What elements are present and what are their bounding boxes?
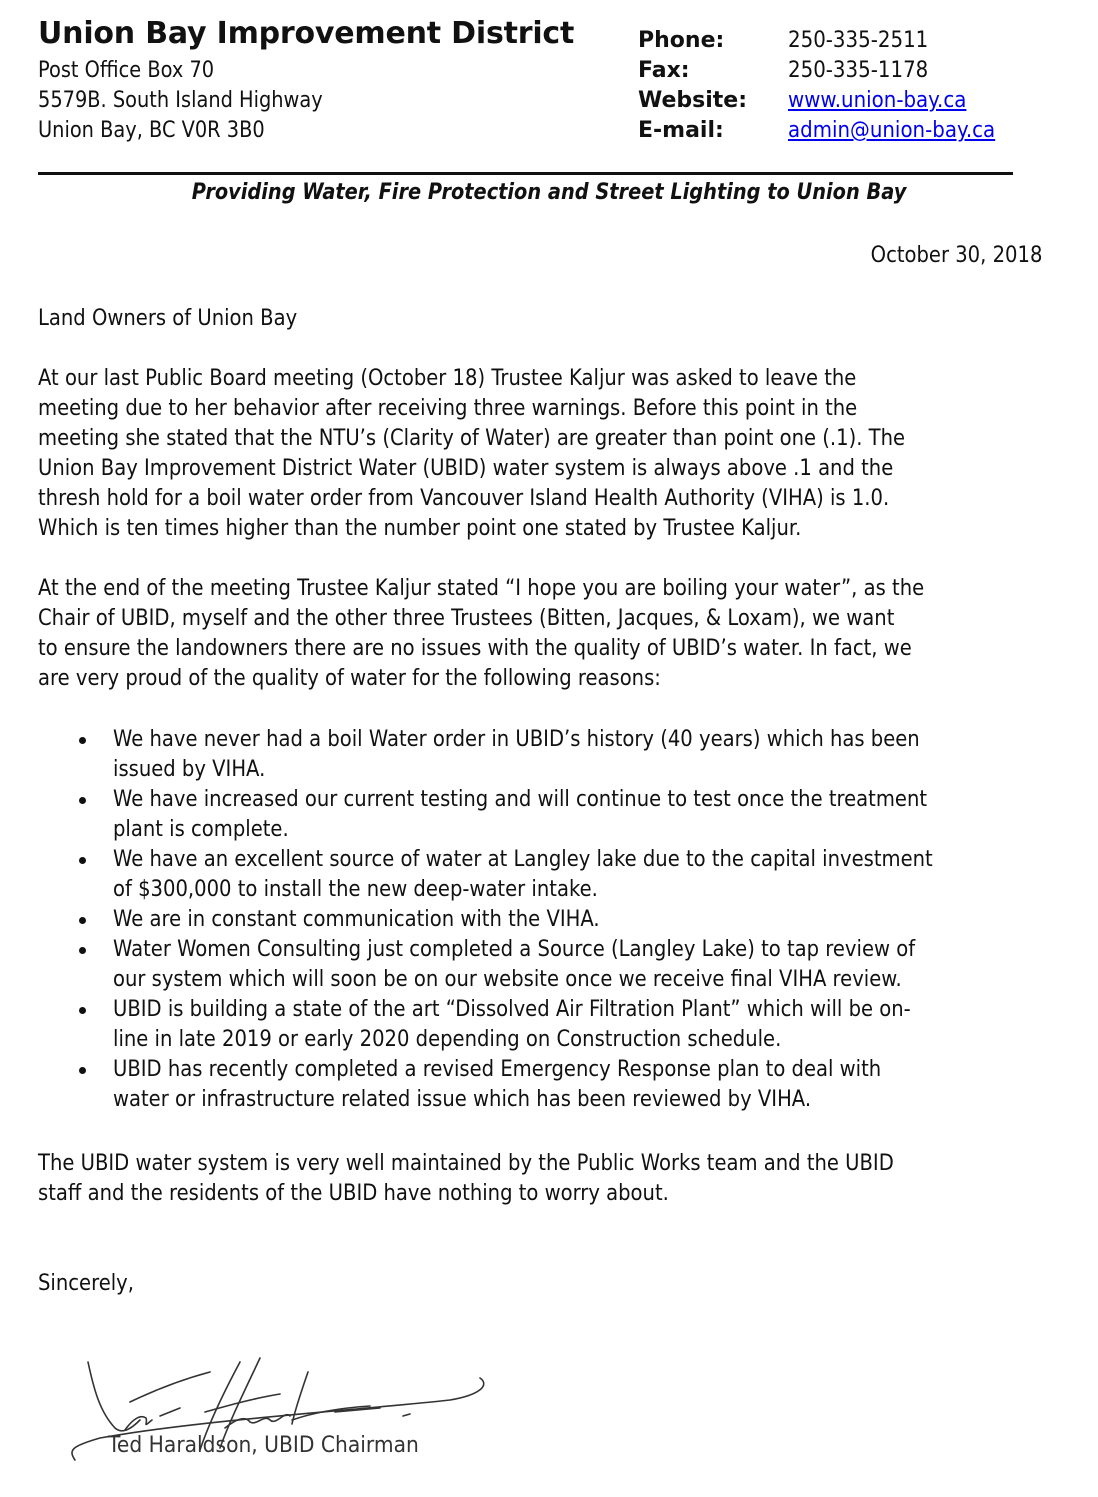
address-line-street: 5579B. South Island Highway [38, 88, 323, 113]
address-line-po-box: Post Office Box 70 [38, 58, 215, 83]
list-item [76, 994, 1098, 1054]
paragraph-line: At the end of the meeting Trustee Kaljur stated “I hope you are boiling your water”, as the [38, 575, 925, 601]
paragraph-line: staff and the residents of the UBID have nothing to worry about. [38, 1180, 669, 1206]
tagline-text: Providing Water, Fire Protection and Street Lighting to Union Bay [191, 180, 907, 205]
website-link[interactable]: www.union-bay.ca [788, 88, 967, 113]
phone-value: 250-335-2511 [788, 28, 929, 53]
paragraph-line: Chair of UBID, myself and the other three Trustees (Bitten, Jacques, & Loxam), we want [38, 605, 895, 631]
paragraph-line: The UBID water system is very well maintained by the Public Works team and the UBID [38, 1150, 894, 1176]
list-item-line: UBID is building a state of the art “Dissolved Air Filtration Plant” which will be on- [113, 996, 911, 1022]
paragraph-1 [38, 363, 905, 543]
paragraph-line: to ensure the landowners there are no issues with the quality of UBID’s water. In fact, we [38, 635, 912, 661]
list-item [76, 844, 1098, 904]
letterhead-divider [38, 172, 1013, 175]
reasons-list [76, 724, 1098, 1114]
signer-name: Ted Haraldson, UBID Chairman [108, 1432, 419, 1458]
list-item-line: UBID has recently completed a revised Emergency Response plan to deal with [113, 1056, 882, 1082]
list-item-line: We are in constant communication with the VIHA. [113, 906, 600, 932]
paragraph-line: meeting she stated that the NTU’s (Clarity of Water) are greater than point one (.1). The [38, 425, 906, 451]
bullet-icon [79, 1067, 86, 1074]
tagline [0, 180, 1098, 205]
paragraph-line: Which is ten times higher than the number point one stated by Trustee Kaljur. [38, 515, 802, 541]
paragraph-line: At our last Public Board meeting (October 18) Trustee Kaljur was asked to leave the [38, 365, 857, 391]
list-item [76, 784, 1098, 844]
list-item-line: We have never had a boil Water order in UBID’s history (40 years) which has been [113, 726, 920, 752]
paragraph-2 [38, 573, 924, 693]
bullet-icon [79, 917, 86, 924]
bullet-icon [79, 1007, 86, 1014]
closing: Sincerely, [38, 1270, 134, 1296]
list-item-line: our system which will soon be on our website once we receive final VIHA review. [113, 966, 902, 992]
paragraph-line: are very proud of the quality of water for the following reasons: [38, 665, 661, 691]
list-item [76, 904, 1098, 934]
phone-label: Phone: [638, 28, 725, 53]
list-item-line: We have an excellent source of water at Langley lake due to the capital investment [113, 846, 933, 872]
website-label: Website: [638, 88, 748, 113]
bullet-icon [79, 857, 86, 864]
list-item [76, 724, 1098, 784]
email-label: E-mail: [638, 118, 724, 143]
list-item-line: of $300,000 to install the new deep-water intake. [113, 876, 598, 902]
paragraph-line: Union Bay Improvement District Water (UBID) water system is always above .1 and the [38, 455, 894, 481]
paragraph-line: meeting due to her behavior after receiving three warnings. Before this point in the [38, 395, 858, 421]
address-line-city: Union Bay, BC V0R 3B0 [38, 118, 265, 143]
bullet-icon [79, 797, 86, 804]
email-link[interactable]: admin@union-bay.ca [788, 118, 996, 143]
fax-value: 250-335-1178 [788, 58, 929, 83]
fax-label: Fax: [638, 58, 690, 83]
organization-name: Union Bay Improvement District [38, 16, 575, 51]
list-item-line: line in late 2019 or early 2020 depending on Construction schedule. [113, 1026, 782, 1052]
paragraph-3 [38, 1148, 894, 1208]
bullet-icon [79, 737, 86, 744]
list-item-line: We have increased our current testing and will continue to test once the treatment [113, 786, 928, 812]
paragraph-line: thresh hold for a boil water order from Vancouver Island Health Authority (VIHA) is 1.0. [38, 485, 890, 511]
letter-date: October 30, 2018 [870, 242, 1042, 268]
list-item-line: Water Women Consulting just completed a Source (Langley Lake) to tap review of [113, 936, 916, 962]
list-item-line: water or infrastructure related issue which has been reviewed by VIHA. [113, 1086, 812, 1112]
bullet-icon [79, 947, 86, 954]
list-item [76, 1054, 1098, 1114]
salutation: Land Owners of Union Bay [38, 305, 298, 331]
list-item-line: plant is complete. [113, 816, 289, 842]
list-item [76, 934, 1098, 994]
list-item-line: issued by VIHA. [113, 756, 266, 782]
